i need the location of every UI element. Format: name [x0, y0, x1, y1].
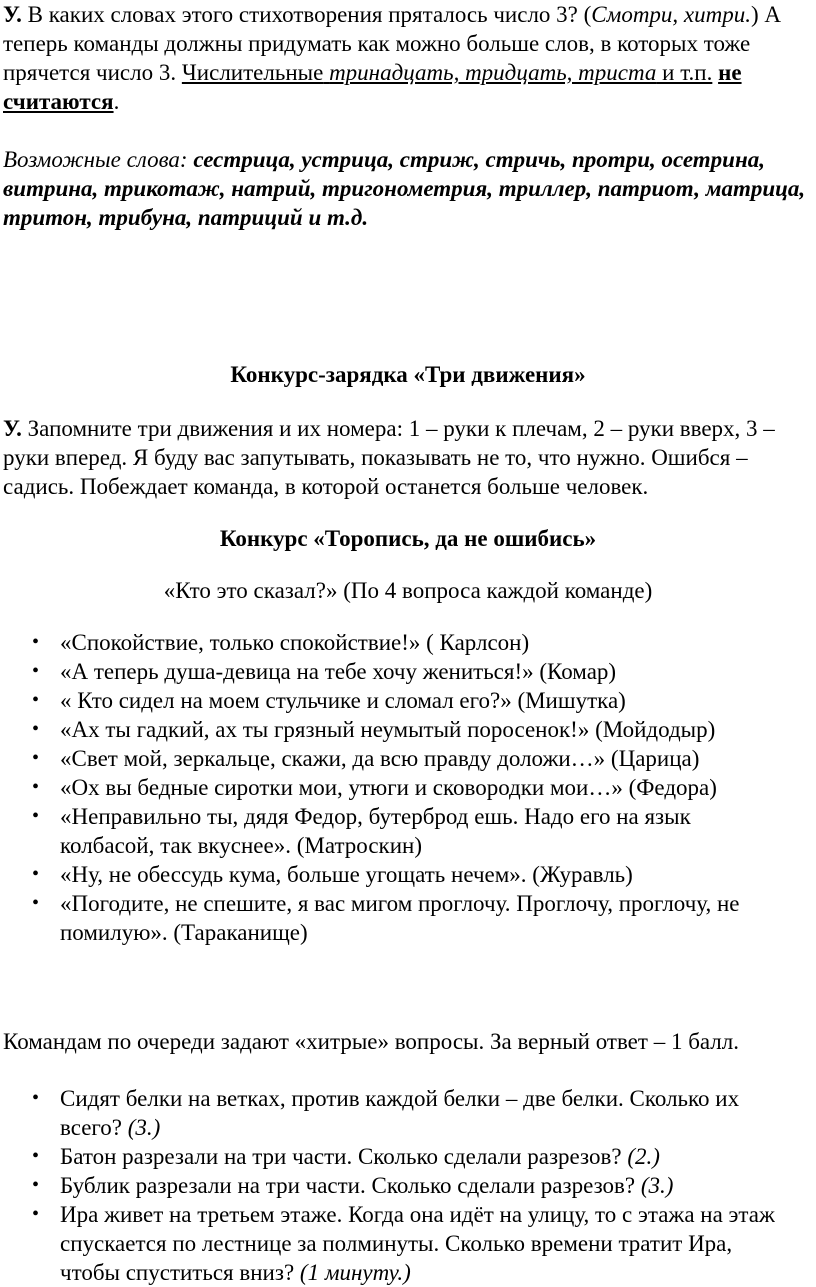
question-answer: (3.)	[640, 1173, 674, 1198]
rule-end: не считаются	[3, 60, 742, 114]
contest1-title: Конкурс-зарядка «Три движения»	[230, 362, 586, 387]
list-item: • «Свет мой, зеркальце, скажи, да всю правду доложи…» (Царица)	[3, 744, 813, 773]
question-text: Ира живет на третьем этаже. Когда она идёт на улицу, то с этажа на этаж спускается по лестнице за полминуты. Сколько времени тратит Ира, чтобы спуститься вниз?	[60, 1202, 775, 1285]
rule-tail: и т.п.	[656, 60, 713, 85]
intro-hint: Смотри, хитри.	[591, 2, 751, 27]
list-item	[3, 1084, 813, 1142]
question-answer: (3.)	[127, 1115, 161, 1140]
list-item: • «Ну, не обессудь кума, больше угощать нечем». (Журавль)	[3, 860, 813, 889]
rule-word: Числительные	[181, 60, 324, 85]
question-answer: (2.)	[627, 1144, 660, 1169]
list-item: • «А теперь душа-девица на тебе хочу жениться!» (Комар)	[3, 657, 813, 686]
list-item	[3, 1200, 813, 1287]
quotes-list	[3, 628, 813, 947]
tricky-intro: Командам по очереди задают «хитрые» вопросы. За верный ответ – 1 балл.	[3, 1029, 740, 1054]
teacher-label: У.	[3, 2, 22, 27]
contest1-paragraph	[3, 414, 813, 501]
question-text: Батон разрезали на три части. Сколько сделали разрезов?	[60, 1144, 628, 1169]
contest2-title: Конкурс «Торопись, да не ошибись»	[219, 526, 597, 551]
question-answer: (1 минуту.)	[299, 1260, 411, 1285]
list-item: • «Спокойствие, только спокойствие!» ( Карлсон)	[3, 628, 813, 657]
possible-words-list: сестрица, устрица, стриж, стричь, протри, осетрина, витрина, трикотаж, натрий, тригонометрия, триллер, патриот, матрица, тритон, трибуна, патриций и т.д.	[3, 147, 806, 230]
list-item	[3, 1142, 813, 1171]
rule-dot: .	[113, 89, 120, 114]
question-text: Сидят белки на ветках, против каждой белки – две белки. Сколько их всего?	[60, 1086, 740, 1140]
rule-examples: тринадцать, тридцать, триста	[329, 60, 657, 85]
list-item: • «Погодите, не спешите, я вас мигом проглочу. Проглочу, проглочу, не помилую». (Тараканище)	[3, 889, 813, 947]
list-item: • «Ох вы бедные сиротки мои, утюги и сковородки мои…» (Федора)	[3, 773, 813, 802]
intro-question: В каких словах этого стихотворения пряталось число 3? (	[21, 2, 592, 27]
possible-words-label: Возможные слова:	[3, 147, 188, 172]
list-item	[3, 1171, 813, 1200]
teacher-label-2: У.	[3, 416, 22, 441]
list-item: • « Кто сидел на моем стульчике и сломал его?» (Мишутка)	[3, 686, 813, 715]
intro-question-tail: ) А теперь команды должны придумать как можно больше слов, в которых тоже прячется число 3.	[3, 2, 782, 85]
list-item: • «Неправильно ты, дядя Федор, бутерброд ешь. Надо его на язык колбасой, так вкуснее». (Матроскин)	[3, 802, 813, 860]
list-item: • «Ах ты гадкий, ах ты грязный неумытый поросенок!» (Мойдодыр)	[3, 715, 813, 744]
possible-words-paragraph	[3, 145, 813, 232]
document-page	[3, 0, 813, 1287]
intro-paragraph	[3, 0, 813, 116]
contest1-text: Запомните три движения и их номера: 1 – руки к плечам, 2 – руки вверх, 3 – руки вперед. Я буду вас запутывать, показывать не то, что нужно. Ошибся – садись. Побеждает команда, в которой останется больше человек.	[3, 416, 775, 499]
question-text: Бублик разрезали на три части. Сколько сделали разрезов?	[60, 1173, 641, 1198]
contest2-subtitle: «Кто это сказал?» (По 4 вопроса каждой команде)	[163, 578, 653, 603]
tricky-questions-list	[3, 1084, 813, 1287]
